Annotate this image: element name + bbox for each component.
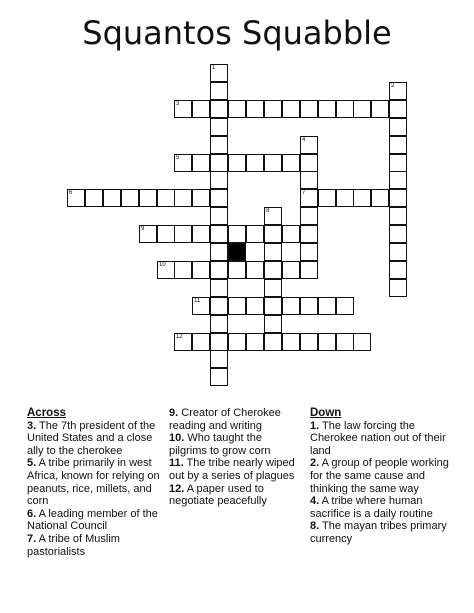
grid-cell[interactable] (264, 100, 282, 118)
clue-number-label: 1. (310, 419, 320, 432)
grid-cell[interactable] (389, 243, 407, 261)
across-heading: Across (27, 407, 66, 419)
clue-text: Who taught the pilgrims to grow corn (169, 432, 271, 457)
grid-cell[interactable] (157, 225, 175, 243)
clue-number-label: 11. (169, 457, 184, 470)
clue-number-label: 2. (310, 457, 320, 470)
grid-cell[interactable] (336, 333, 354, 351)
grid-cell[interactable] (210, 279, 228, 297)
grid-cell[interactable] (282, 261, 300, 279)
grid-cell[interactable] (371, 100, 389, 118)
grid-cell[interactable] (246, 154, 264, 172)
clue-text: The mayan tribes primary currency (310, 520, 447, 545)
clue-text: A tribe primarily in west Africa, known for relying on peanuts, rice, millets, and corn (27, 457, 160, 508)
grid-cell[interactable] (282, 154, 300, 172)
clue-number-label: 10. (169, 432, 185, 445)
grid-cell[interactable] (210, 154, 228, 172)
numbered-cell[interactable] (157, 261, 175, 279)
down-clue (310, 495, 450, 520)
grid-cell[interactable] (157, 189, 175, 207)
across-clue (27, 420, 167, 458)
grid-cell[interactable] (336, 100, 354, 118)
grid-cell[interactable] (228, 261, 246, 279)
clue-number-label: 4. (310, 495, 320, 508)
grid-cell[interactable] (210, 118, 228, 136)
grid-cell[interactable] (246, 297, 264, 315)
clue-text: A leading member of the National Council (27, 507, 158, 533)
grid-cell[interactable] (174, 225, 192, 243)
grid-cell[interactable] (210, 225, 228, 243)
grid-cell[interactable] (228, 225, 246, 243)
grid-cell[interactable] (300, 100, 318, 118)
grid-cell[interactable] (300, 207, 318, 225)
grid-cell[interactable] (336, 297, 354, 315)
grid-cell[interactable] (103, 189, 121, 207)
clue-text: Creator of Cherokee reading and writing (169, 407, 281, 432)
numbered-cell[interactable] (210, 64, 228, 82)
numbered-cell[interactable] (174, 100, 192, 118)
clue-number-label: 3. (27, 419, 37, 432)
down-heading: Down (310, 407, 342, 419)
clue-text: A paper used to negotiate peacefully (169, 482, 267, 508)
grid-cell[interactable] (389, 225, 407, 243)
grid-cell[interactable] (192, 189, 210, 207)
grid-cell[interactable] (300, 225, 318, 243)
grid-cell[interactable] (210, 136, 228, 154)
clue-number: 12 (176, 334, 183, 340)
grid-cell[interactable] (192, 154, 210, 172)
grid-cell[interactable] (210, 368, 228, 386)
grid-cell[interactable] (210, 100, 228, 118)
grid-cell[interactable] (210, 261, 228, 279)
clue-number-label: 9. (169, 407, 179, 419)
across-clue (169, 407, 301, 432)
grid-cell[interactable] (210, 333, 228, 351)
clue-number: 1 (212, 65, 216, 71)
numbered-cell[interactable] (67, 189, 85, 207)
grid-cell[interactable] (336, 189, 354, 207)
across-clues-column (27, 407, 167, 558)
grid-cell[interactable] (210, 189, 228, 207)
grid-cell[interactable] (389, 261, 407, 279)
grid-cell[interactable] (282, 333, 300, 351)
grid-cell[interactable] (300, 297, 318, 315)
grid-cell[interactable] (300, 333, 318, 351)
clue-number: 10 (159, 262, 166, 268)
clue-text: The 7th president of the United States and a close ally to the cherokee (27, 419, 156, 457)
clue-number: 8 (266, 208, 270, 214)
grid-cell[interactable] (371, 189, 389, 207)
grid-cell[interactable] (192, 261, 210, 279)
grid-cell[interactable] (210, 82, 228, 100)
grid-cell[interactable] (210, 350, 228, 368)
across-clues-continued (169, 407, 301, 508)
numbered-cell[interactable] (192, 297, 210, 315)
clue-number-label: 5. (27, 457, 37, 470)
grid-cell[interactable] (228, 100, 246, 118)
down-clue (310, 520, 450, 545)
numbered-cell[interactable] (174, 333, 192, 351)
grid-cell[interactable] (264, 225, 282, 243)
grid-cell[interactable] (318, 297, 336, 315)
grid-cell[interactable] (264, 315, 282, 333)
grid-cell[interactable] (264, 154, 282, 172)
grid-cell[interactable] (318, 100, 336, 118)
grid-cell[interactable] (282, 297, 300, 315)
grid-cell[interactable] (174, 261, 192, 279)
grid-cell[interactable] (246, 225, 264, 243)
grid-cell[interactable] (174, 189, 192, 207)
clue-text: The law forcing the Cherokee nation out of their land (310, 419, 446, 457)
down-clues-column (310, 407, 450, 546)
across-clue (169, 483, 301, 508)
grid-cell[interactable] (389, 118, 407, 136)
clue-number: 7 (302, 190, 306, 196)
numbered-cell[interactable] (300, 136, 318, 154)
down-clue (310, 420, 450, 458)
grid-cell[interactable] (264, 261, 282, 279)
black-square (228, 243, 246, 261)
grid-cell[interactable] (228, 333, 246, 351)
grid-cell[interactable] (282, 100, 300, 118)
clue-text: The tribe nearly wiped out by a series of plagues (169, 457, 295, 482)
grid-cell[interactable] (210, 297, 228, 315)
clue-number: 3 (176, 101, 180, 107)
grid-cell[interactable] (192, 333, 210, 351)
grid-cell[interactable] (210, 171, 228, 189)
grid-cell[interactable] (264, 333, 282, 351)
numbered-cell[interactable] (389, 82, 407, 100)
grid-cell[interactable] (228, 297, 246, 315)
clue-number: 11 (194, 298, 201, 304)
grid-cell[interactable] (389, 279, 407, 297)
grid-cell[interactable] (246, 261, 264, 279)
clue-number-label: 6. (27, 507, 37, 520)
grid-cell[interactable] (389, 207, 407, 225)
grid-cell[interactable] (85, 189, 103, 207)
grid-cell[interactable] (210, 243, 228, 261)
grid-cell[interactable] (389, 136, 407, 154)
grid-cell[interactable] (264, 297, 282, 315)
grid-cell[interactable] (192, 100, 210, 118)
grid-cell[interactable] (300, 243, 318, 261)
across-clue (27, 457, 167, 507)
numbered-cell[interactable] (174, 154, 192, 172)
grid-cell[interactable] (300, 261, 318, 279)
grid-cell[interactable] (300, 154, 318, 172)
grid-cell[interactable] (139, 189, 157, 207)
grid-cell[interactable] (121, 189, 139, 207)
numbered-cell[interactable] (264, 207, 282, 225)
grid-cell[interactable] (210, 315, 228, 333)
clue-number-label: 7. (27, 532, 37, 545)
grid-cell[interactable] (389, 154, 407, 172)
grid-cell[interactable] (353, 333, 371, 351)
clue-number: 4 (302, 137, 306, 143)
clue-text: A group of people working for the same cause and thinking the same way (310, 457, 449, 495)
grid-cell[interactable] (353, 100, 371, 118)
grid-cell[interactable] (318, 189, 336, 207)
grid-cell[interactable] (318, 333, 336, 351)
grid-cell[interactable] (192, 225, 210, 243)
grid-cell[interactable] (246, 100, 264, 118)
clue-text: A tribe of Muslim pastorialists (27, 532, 120, 558)
clue-number: 5 (176, 155, 180, 161)
grid-cell[interactable] (389, 189, 407, 207)
grid-cell[interactable] (228, 154, 246, 172)
across-clue (169, 457, 301, 482)
numbered-cell[interactable] (300, 189, 318, 207)
grid-cell[interactable] (389, 100, 407, 118)
clue-number: 2 (391, 83, 395, 89)
puzzle-title: Squantos Squabble (82, 14, 392, 52)
across-clue (27, 533, 167, 558)
grid-cell[interactable] (264, 279, 282, 297)
down-clue (310, 457, 450, 495)
grid-cell[interactable] (264, 243, 282, 261)
grid-cell[interactable] (389, 171, 407, 189)
clue-text: A tribe where human sacrifice is a daily routine (310, 495, 433, 520)
grid-cell[interactable] (246, 333, 264, 351)
grid-cell[interactable] (300, 171, 318, 189)
grid-cell[interactable] (282, 225, 300, 243)
grid-cell[interactable] (353, 189, 371, 207)
clue-number-label: 8. (310, 520, 320, 533)
across-clue (169, 432, 301, 457)
clue-number: 6 (69, 190, 73, 196)
clue-number-label: 12. (169, 482, 185, 495)
grid-cell[interactable] (210, 207, 228, 225)
clue-number: 9 (141, 226, 145, 232)
across-clue (27, 508, 167, 533)
numbered-cell[interactable] (139, 225, 157, 243)
